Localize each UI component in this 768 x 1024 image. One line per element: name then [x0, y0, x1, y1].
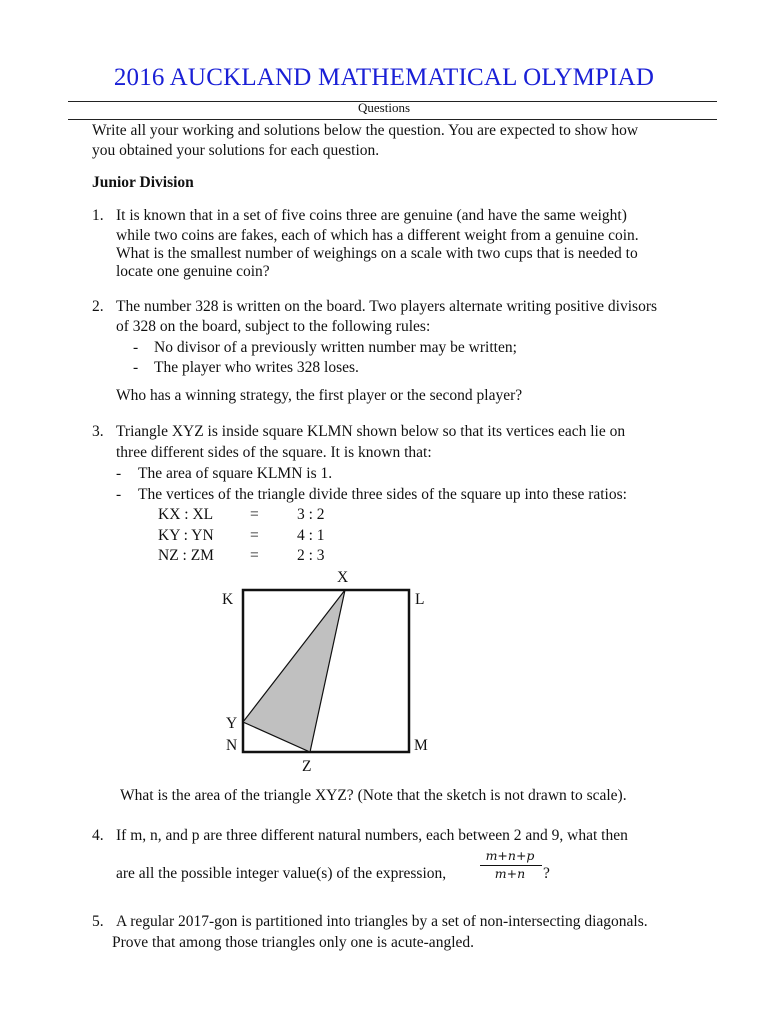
question-2-closing: Who has a winning strategy, the first player or the second player? [116, 387, 523, 404]
label-y: Y [226, 715, 238, 732]
question-1-line: What is the smallest number of weighings on a scale with two cups that is needed to [116, 245, 638, 262]
question-3-number: 3. [92, 423, 104, 440]
question-2-rule-dash: - [133, 339, 139, 356]
question-2-number: 2. [92, 298, 104, 315]
question-3-fact-dash: - [116, 465, 122, 482]
question-1-number: 1. [92, 207, 104, 224]
question-1-line: It is known that in a set of five coins three are genuine (and have the same weight) [116, 207, 627, 224]
question-2-rule: No divisor of a previously written number may be written; [154, 339, 517, 356]
triangle-xyz [243, 590, 345, 752]
label-k: K [222, 591, 234, 608]
label-x: X [337, 569, 349, 586]
ratio-value: 3 : 2 [297, 506, 325, 523]
expression-numerator: m+n+p [485, 848, 535, 863]
question-3-fact: The area of square KLMN is 1. [138, 465, 333, 482]
question-4-number: 4. [92, 827, 104, 844]
question-1-line: locate one genuine coin? [116, 263, 270, 280]
ratio-equals: = [250, 527, 259, 544]
label-l: L [415, 591, 425, 608]
question-2-line: of 328 on the board, subject to the following rules: [116, 318, 431, 335]
page-title: 2016 AUCKLAND MATHEMATICAL OLYMPIAD [113, 64, 655, 91]
question-5-line: Prove that among those triangles only one is acute-angled. [112, 934, 475, 951]
label-n: N [226, 737, 238, 754]
question-3-fact: The vertices of the triangle divide three sides of the square up into these ratios: [138, 486, 627, 503]
ratio-equals: = [250, 547, 259, 564]
ratio-pair: NZ : ZM [158, 547, 214, 564]
ratio-value: 4 : 1 [297, 527, 325, 544]
ratio-pair: KX : XL [158, 506, 214, 523]
question-4-line: are all the possible integer value(s) of the expression, [116, 865, 447, 882]
question-4-tail: ? [543, 865, 550, 882]
ratio-pair: KY : YN [158, 527, 214, 544]
question-5-number: 5. [92, 913, 104, 930]
label-z: Z [302, 758, 312, 775]
question-3-fact-dash: - [116, 486, 122, 503]
question-1-line: while two coins are fakes, each of which has a different weight from a genuine coin. [116, 227, 639, 244]
question-2-rule: The player who writes 328 loses. [154, 359, 359, 376]
label-m: M [414, 737, 428, 754]
question-5-line: A regular 2017-gon is partitioned into triangles by a set of non-intersecting diagonals. [116, 913, 648, 930]
intro-line-1: Write all your working and solutions below the question. You are expected to show how [92, 122, 639, 139]
page-subtitle: Questions [358, 100, 410, 115]
division-heading: Junior Division [92, 174, 194, 191]
question-2-rule-dash: - [133, 359, 139, 376]
ratio-value: 2 : 3 [297, 547, 325, 564]
question-3-closing: What is the area of the triangle XYZ? (Note that the sketch is not drawn to scale). [120, 787, 627, 804]
question-3-line: Triangle XYZ is inside square KLMN shown below so that its vertices each lie on [116, 423, 626, 440]
question-3-line: three different sides of the square. It is known that: [116, 444, 432, 461]
question-2-line: The number 328 is written on the board. Two players alternate writing positive divisors [116, 298, 658, 315]
expression-denominator: m+n [494, 866, 526, 881]
intro-line-2: you obtained your solutions for each question. [92, 142, 380, 159]
question-4-line: If m, n, and p are three different natural numbers, each between 2 and 9, what then [116, 827, 628, 844]
ratio-equals: = [250, 506, 259, 523]
